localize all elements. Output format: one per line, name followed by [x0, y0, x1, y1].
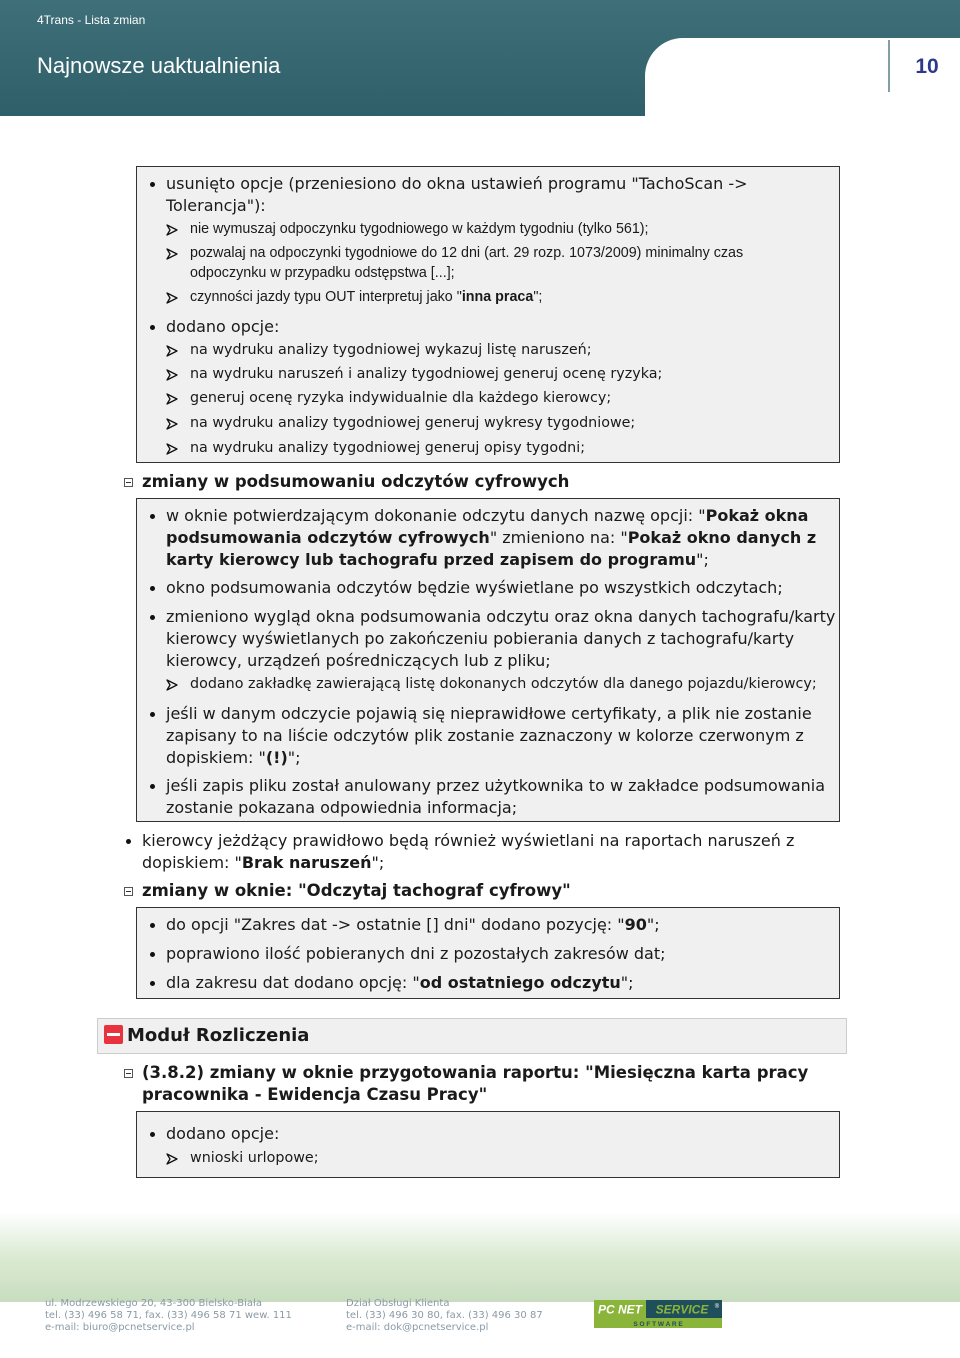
sub-item: czynności jazdy typu OUT interpretuj jako "inna praca"; — [190, 289, 543, 305]
logo-reg-text: ® — [714, 1304, 720, 1310]
section-heading: zmiany w oknie: "Odczytaj tachograf cyfrowy" — [142, 881, 571, 900]
footer-email: e-mail: biuro@pcnetservice.pl — [45, 1322, 195, 1333]
sub-item: na wydruku analizy tygodniowej wykazuj listę naruszeń; — [190, 342, 592, 358]
logo-service-text: SERVICE — [655, 1302, 709, 1317]
arrow-bullet-icon — [166, 443, 178, 455]
bullet-icon — [150, 1132, 155, 1137]
bullet-icon — [150, 784, 155, 789]
arrow-bullet-icon — [166, 248, 178, 260]
footer-address: ul. Modrzewskiego 20, 43-300 Bielsko-Biała — [45, 1298, 263, 1309]
section-heading: zmiany w podsumowaniu odczytów cyfrowych — [142, 472, 570, 491]
sub-item: nie wymuszaj odpoczynku tygodniowego w każdym tygodniu (tylko 561); — [190, 221, 649, 237]
document-title: 4Trans - Lista zmian — [37, 13, 146, 27]
section-heading-cont: pracownika - Ewidencja Czasu Pracy" — [142, 1085, 488, 1104]
sub-item: wnioski urlopowe; — [190, 1150, 319, 1166]
bullet-icon — [150, 952, 155, 957]
arrow-bullet-icon — [166, 1153, 178, 1165]
bullet-icon — [150, 712, 155, 717]
footer-decoration — [0, 1212, 960, 1302]
sub-item: na wydruku analizy tygodniowej generuj opisy tygodni; — [190, 440, 586, 456]
module-title: Moduł Rozliczenia — [127, 1025, 310, 1046]
bullet-icon — [150, 923, 155, 928]
bullet-icon — [150, 981, 155, 986]
list-item-cont: kierowcy wyświetlanych po zakończeniu pobierania danych z tachografu/karty — [166, 629, 795, 648]
list-item: okno podsumowania odczytów będzie wyświetlane po wszystkich odczytach; — [166, 578, 783, 597]
list-item-cont: karty kierowcy lub tachografu przed zapisem do programu"; — [166, 550, 709, 569]
arrow-bullet-icon — [166, 224, 178, 236]
bullet-icon — [150, 514, 155, 519]
list-item: kierowcy jeżdżący prawidłowo będą również wyświetlani na raportach naruszeń z — [142, 831, 795, 850]
footer-dept-email: e-mail: dok@pcnetservice.pl — [346, 1322, 489, 1333]
list-item-cont: zostanie pokazana odpowiednia informacja; — [166, 798, 518, 817]
list-item: w oknie potwierdzającym dokonanie odczytu danych nazwę opcji: "Pokaż okna — [166, 506, 809, 525]
sub-item: pozwalaj na odpoczynki tygodniowe do 12 dni (art. 29 rozp. 1073/2009) minimalny czas — [190, 245, 744, 261]
list-item: poprawiono ilość pobieranych dni z pozostałych zakresów dat; — [166, 944, 666, 963]
collapse-icon[interactable] — [124, 478, 133, 487]
list-item: usunięto opcje (przeniesiono do okna ustawień programu "TachoScan -> — [166, 174, 748, 193]
sub-item: dodano zakładkę zawierającą listę dokonanych odczytów dla danego pojazdu/kierowcy; — [190, 676, 817, 692]
header-divider — [888, 40, 890, 92]
list-item-cont: dopiskiem: "Brak naruszeń"; — [142, 853, 385, 872]
footer-dept-phone: tel. (33) 496 30 80, fax. (33) 496 30 87 — [346, 1310, 543, 1321]
sub-item: na wydruku naruszeń i analizy tygodniowej generuj ocenę ryzyka; — [190, 366, 663, 382]
arrow-bullet-icon — [166, 393, 178, 405]
page-number: 10 — [915, 55, 939, 78]
list-item-cont: dopiskiem: "(!)"; — [166, 748, 301, 767]
logo-pc-text: PC NET — [597, 1302, 643, 1317]
collapse-module-icon[interactable] — [104, 1025, 123, 1044]
list-item-cont: Tolerancja"): — [166, 196, 266, 215]
footer-phone: tel. (33) 496 58 71, fax. (33) 496 58 71 wew. 111 — [45, 1310, 292, 1321]
bullet-icon — [150, 615, 155, 620]
arrow-bullet-icon — [166, 345, 178, 357]
sub-item: na wydruku analizy tygodniowej generuj wykresy tygodniowe; — [190, 415, 636, 431]
list-item: do opcji "Zakres dat -> ostatnie [] dni" dodano pozycję: "90"; — [166, 915, 660, 934]
collapse-icon[interactable] — [124, 887, 133, 896]
list-item: jeśli zapis pliku został anulowany przez użytkownika to w zakładce podsumowania — [166, 776, 826, 795]
collapse-icon[interactable] — [124, 1069, 133, 1078]
bullet-icon — [126, 839, 131, 844]
company-logo — [594, 1300, 722, 1328]
page-heading: Najnowsze uaktualnienia — [37, 53, 281, 78]
list-item-cont: zapisany to na liście odczytów plik zostanie zaznaczony w kolorze czerwonym z — [166, 726, 804, 745]
sub-item: generuj ocenę ryzyka indywidualnie dla każdego kierowcy; — [190, 390, 612, 406]
arrow-bullet-icon — [166, 292, 178, 304]
list-item: dla zakresu dat dodano opcję: "od ostatniego odczytu"; — [166, 973, 634, 992]
list-item: dodano opcje: — [166, 1124, 280, 1143]
arrow-bullet-icon — [166, 418, 178, 430]
list-item-cont: podsumowania odczytów cyfrowych" zmieniono na: "Pokaż okno danych z — [166, 528, 817, 547]
logo-software-text: S O F T W A R E — [633, 1321, 683, 1328]
footer-dept: Dział Obsługi Klienta — [346, 1298, 450, 1309]
arrow-bullet-icon — [166, 369, 178, 381]
list-item-cont: kierowcy, urządzeń pośredniczących lub z pliku; — [166, 651, 551, 670]
list-item: jeśli w danym odczycie pojawią się nieprawidłowe certyfikaty, a plik nie zostanie — [166, 704, 812, 723]
bullet-icon — [150, 182, 155, 187]
bullet-icon — [150, 325, 155, 330]
list-item: dodano opcje: — [166, 317, 280, 336]
arrow-bullet-icon — [166, 679, 178, 691]
bullet-icon — [150, 586, 155, 591]
list-item: zmieniono wygląd okna podsumowania odczytu oraz okna danych tachografu/karty — [166, 607, 836, 626]
section-heading: (3.8.2) zmiany w oknie przygotowania raportu: "Miesięczna karta pracy — [142, 1063, 809, 1082]
sub-item-cont: odpoczynku w przypadku odstępstwa [...]; — [190, 265, 455, 281]
